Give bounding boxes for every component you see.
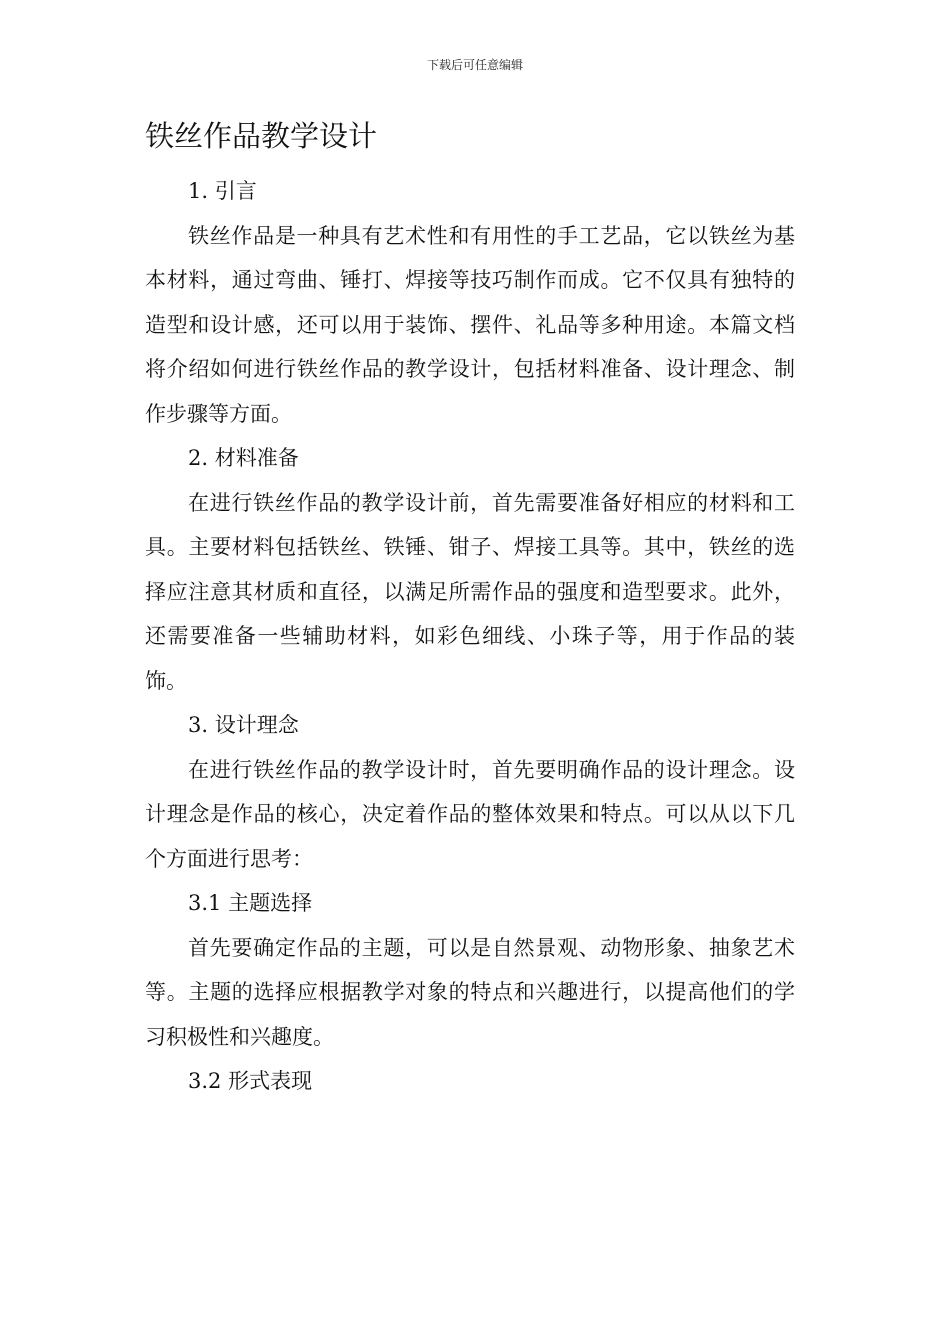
- section-heading: 2. 材料准备: [188, 446, 299, 470]
- document-title: 铁丝作品教学设计: [145, 119, 378, 153]
- header-note: 下载后可任意编辑: [426, 58, 523, 72]
- section-paragraph: 首先要确定作品的主题，可以是自然景观、动物形象、抽象艺术等。主题的选择应根据教学对象的特点和兴趣进行，以提高他们的学习积极性和兴趣度。: [145, 935, 795, 1049]
- section-theme-selection: [145, 881, 795, 1059]
- section-paragraph: 铁丝作品是一种具有艺术性和有用性的手工艺品，它以铁丝为基本材料，通过弯曲、锤打、焊接等技巧制作而成。它不仅具有独特的造型和设计感，还可以用于装饰、摆件、礼品等多种用途。本篇文档将介绍如何进行铁丝作品的教学设计，包括材料准备、设计理念、制作步骤等方面。: [145, 223, 795, 426]
- document-body: [145, 169, 795, 1104]
- section-introduction: [145, 169, 795, 436]
- section-heading: 3. 设计理念: [188, 713, 299, 737]
- section-heading: 3.1 主题选择: [188, 891, 313, 915]
- section-heading: 1. 引言: [188, 179, 257, 203]
- section-paragraph: 在进行铁丝作品的教学设计时，首先要明确作品的设计理念。设计理念是作品的核心，决定着作品的整体效果和特点。可以从以下几个方面进行思考：: [145, 757, 795, 871]
- section-design-concept: [145, 703, 795, 881]
- section-materials: [145, 436, 795, 703]
- section-form-expression: [145, 1059, 795, 1104]
- section-paragraph: 在进行铁丝作品的教学设计前，首先需要准备好相应的材料和工具。主要材料包括铁丝、铁锤、钳子、焊接工具等。其中，铁丝的选择应注意其材质和直径，以满足所需作品的强度和造型要求。此外，还需要准备一些辅助材料，如彩色细线、小珠子等，用于作品的装饰。: [145, 490, 795, 693]
- section-heading: 3.2 形式表现: [188, 1069, 313, 1093]
